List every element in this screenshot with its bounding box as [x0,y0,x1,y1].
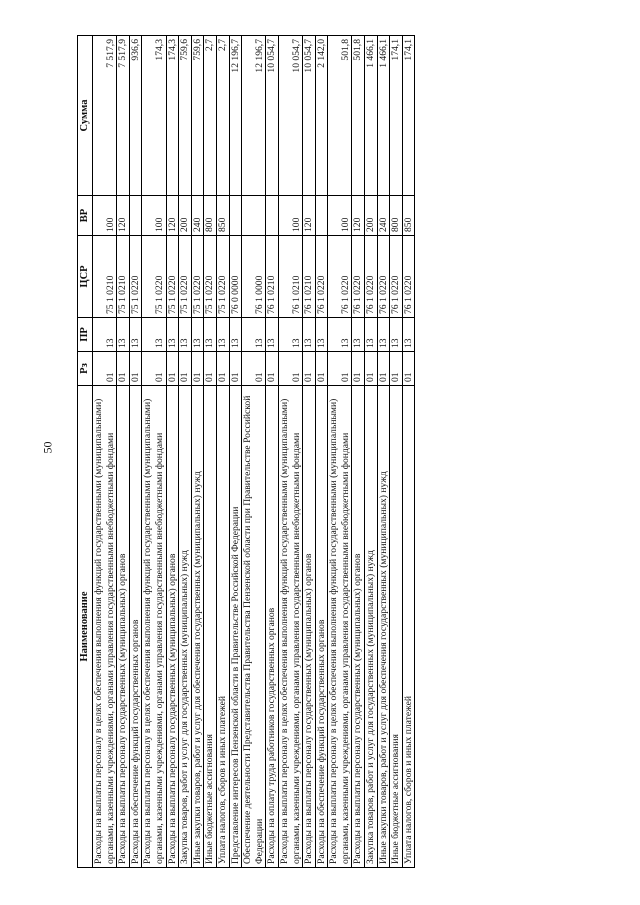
cell-pr: 13 [129,318,142,352]
cell-sum: 12 196,7 [242,36,266,196]
cell-sum: 501,8 [352,36,365,196]
cell-sum: 10 054,7 [278,36,302,196]
cell-name: Уплата налогов, сборов и иных платежей [402,386,415,868]
cell-vr [315,196,328,236]
cell-sum: 174,3 [142,36,166,196]
cell-name: Расходы на выплаты персоналу в целях обеспечения выполнения функций государственными (муниципальными) органами, казенными учреждениями, органами управления государственными внебюджетными фондами [142,386,166,868]
cell-vr: 200 [365,196,378,236]
table-row [204,36,217,868]
cell-pr: 13 [179,318,192,352]
table-row [266,36,279,868]
cell-rz: 01 [328,352,352,386]
table-row [166,36,179,868]
rotated-table-container [77,36,559,868]
cell-sum: 174,3 [166,36,179,196]
table-header-row [78,36,93,868]
cell-csr: 76 1 0220 [352,236,365,318]
cell-vr: 800 [390,196,403,236]
cell-rz: 01 [365,352,378,386]
cell-csr: 75 1 0210 [93,236,117,318]
cell-rz: 01 [129,352,142,386]
cell-csr: 75 1 0220 [166,236,179,318]
cell-rz: 01 [229,352,242,386]
cell-rz: 01 [402,352,415,386]
cell-vr: 800 [204,196,217,236]
cell-name: Расходы на выплаты персоналу государственных (муниципальных) органов [352,386,365,868]
cell-sum: 174,1 [402,36,415,196]
cell-csr: 75 1 0220 [204,236,217,318]
cell-pr: 13 [303,318,316,352]
cell-vr: 100 [93,196,117,236]
cell-csr: 75 1 0220 [191,236,204,318]
cell-vr: 120 [117,196,130,236]
table-row [216,36,229,868]
cell-rz: 01 [142,352,166,386]
cell-pr: 13 [117,318,130,352]
cell-name: Иные закупки товаров, работ и услуг для обеспечения государственных (муниципальных) нужд [377,386,390,868]
cell-rz: 01 [117,352,130,386]
cell-rz: 01 [166,352,179,386]
cell-name: Расходы на выплаты персоналу государственных (муниципальных) органов [166,386,179,868]
table-row [352,36,365,868]
page-number: 50 [40,441,55,454]
cell-csr: 76 1 0220 [328,236,352,318]
cell-rz: 01 [216,352,229,386]
cell-name: Расходы на выплаты персоналу в целях обеспечения выполнения функций государственными (муниципальными) органами, казенными учреждениями, органами управления государственными внебюджетными фондами [278,386,302,868]
cell-csr: 76 1 0210 [303,236,316,318]
cell-vr: 240 [191,196,204,236]
cell-sum: 2,7 [204,36,217,196]
table-row [242,36,266,868]
table-row [191,36,204,868]
cell-sum: 759,6 [179,36,192,196]
table-row [179,36,192,868]
cell-name: Иные закупки товаров, работ и услуг для обеспечения государственных (муниципальных) нужд [191,386,204,868]
cell-rz: 01 [204,352,217,386]
cell-csr: 75 1 0220 [129,236,142,318]
cell-rz: 01 [315,352,328,386]
table-row [303,36,316,868]
cell-name: Расходы на выплаты персоналу государственных (муниципальных) органов [117,386,130,868]
cell-name: Расходы на обеспечение функций государственных органов [129,386,142,868]
cell-sum: 2,7 [216,36,229,196]
cell-name: Закупка товаров, работ и услуг для государственных (муниципальных) нужд [179,386,192,868]
cell-rz: 01 [179,352,192,386]
cell-sum: 7 517,9 [117,36,130,196]
cell-vr: 120 [352,196,365,236]
cell-pr: 13 [328,318,352,352]
cell-vr [229,196,242,236]
table-row [129,36,142,868]
cell-csr: 76 1 0220 [390,236,403,318]
cell-vr [266,196,279,236]
cell-rz: 01 [303,352,316,386]
header-name: Наименование [78,386,93,868]
header-sum: Сумма [78,36,93,196]
table-row [142,36,166,868]
header-csr: ЦСР [78,236,93,318]
cell-pr: 13 [352,318,365,352]
cell-vr: 120 [166,196,179,236]
cell-sum: 1 466,1 [377,36,390,196]
cell-sum: 10 054,7 [303,36,316,196]
cell-rz: 01 [390,352,403,386]
cell-pr: 13 [204,318,217,352]
table-row [315,36,328,868]
cell-pr: 13 [242,318,266,352]
cell-sum: 936,6 [129,36,142,196]
cell-rz: 01 [278,352,302,386]
cell-pr: 13 [142,318,166,352]
cell-csr: 76 1 0220 [377,236,390,318]
cell-pr: 13 [216,318,229,352]
cell-name: Расходы на выплаты персоналу в целях обеспечения выполнения функций государственными (муниципальными) органами, казенными учреждениями, органами управления государственными внебюджетными фондами [328,386,352,868]
cell-pr: 13 [266,318,279,352]
cell-pr: 13 [278,318,302,352]
cell-sum: 12 196,7 [229,36,242,196]
cell-csr: 76 1 0210 [278,236,302,318]
cell-vr: 850 [402,196,415,236]
cell-pr: 13 [377,318,390,352]
table-row [278,36,302,868]
cell-vr: 240 [377,196,390,236]
cell-name: Уплата налогов, сборов и иных платежей [216,386,229,868]
cell-name: Расходы на выплаты персоналу государственных (муниципальных) органов [303,386,316,868]
cell-vr: 200 [179,196,192,236]
cell-sum: 501,8 [328,36,352,196]
cell-pr: 13 [390,318,403,352]
header-pr: ПР [78,318,93,352]
cell-rz: 01 [93,352,117,386]
table-row [377,36,390,868]
cell-csr: 76 1 0220 [365,236,378,318]
cell-csr: 76 1 0220 [402,236,415,318]
cell-name: Иные бюджетные ассигнования [204,386,217,868]
cell-pr: 13 [365,318,378,352]
cell-name: Расходы на оплату труда работников государственных органов [266,386,279,868]
cell-csr: 76 1 0210 [266,236,279,318]
cell-pr: 13 [315,318,328,352]
cell-pr: 13 [166,318,179,352]
cell-vr: 100 [328,196,352,236]
cell-name: Иные бюджетные ассигнования [390,386,403,868]
cell-csr: 75 1 0220 [216,236,229,318]
cell-rz: 01 [191,352,204,386]
cell-pr: 13 [191,318,204,352]
cell-pr: 13 [229,318,242,352]
cell-pr: 13 [402,318,415,352]
table-row [328,36,352,868]
table-row [229,36,242,868]
cell-rz: 01 [377,352,390,386]
cell-vr: 100 [142,196,166,236]
cell-csr: 76 0 0000 [229,236,242,318]
table-row [117,36,130,868]
cell-sum: 174,1 [390,36,403,196]
cell-vr [242,196,266,236]
cell-csr: 76 1 0220 [315,236,328,318]
table-row [93,36,117,868]
cell-vr [129,196,142,236]
cell-sum: 2 142,0 [315,36,328,196]
cell-name: Обеспечение деятельности Представительства Правительства Пензенской области при Правительстве Российской Федерации [242,386,266,868]
cell-name: Закупка товаров, работ и услуг для государственных (муниципальных) нужд [365,386,378,868]
cell-name: Расходы на выплаты персоналу в целях обеспечения выполнения функций государственными (муниципальными) органами, казенными учреждениями, органами управления государственными внебюджетными фондами [93,386,117,868]
cell-csr: 75 1 0220 [142,236,166,318]
cell-sum: 10 054,7 [266,36,279,196]
table-row [390,36,403,868]
cell-pr: 13 [93,318,117,352]
budget-table [77,35,415,868]
cell-rz: 01 [266,352,279,386]
cell-name: Расходы на обеспечение функций государственных органов [315,386,328,868]
cell-sum: 1 466,1 [365,36,378,196]
header-vr: ВР [78,196,93,236]
cell-sum: 7 517,9 [93,36,117,196]
cell-vr: 100 [278,196,302,236]
cell-csr: 75 1 0220 [179,236,192,318]
cell-name: Представление интересов Пензенской области в Правительстве Российской Федерации [229,386,242,868]
cell-csr: 75 1 0210 [117,236,130,318]
header-rz: Рз [78,352,93,386]
cell-sum: 759,6 [191,36,204,196]
cell-rz: 01 [242,352,266,386]
cell-csr: 76 1 0000 [242,236,266,318]
table-row [402,36,415,868]
table-row [365,36,378,868]
cell-vr: 850 [216,196,229,236]
cell-rz: 01 [352,352,365,386]
cell-vr: 120 [303,196,316,236]
